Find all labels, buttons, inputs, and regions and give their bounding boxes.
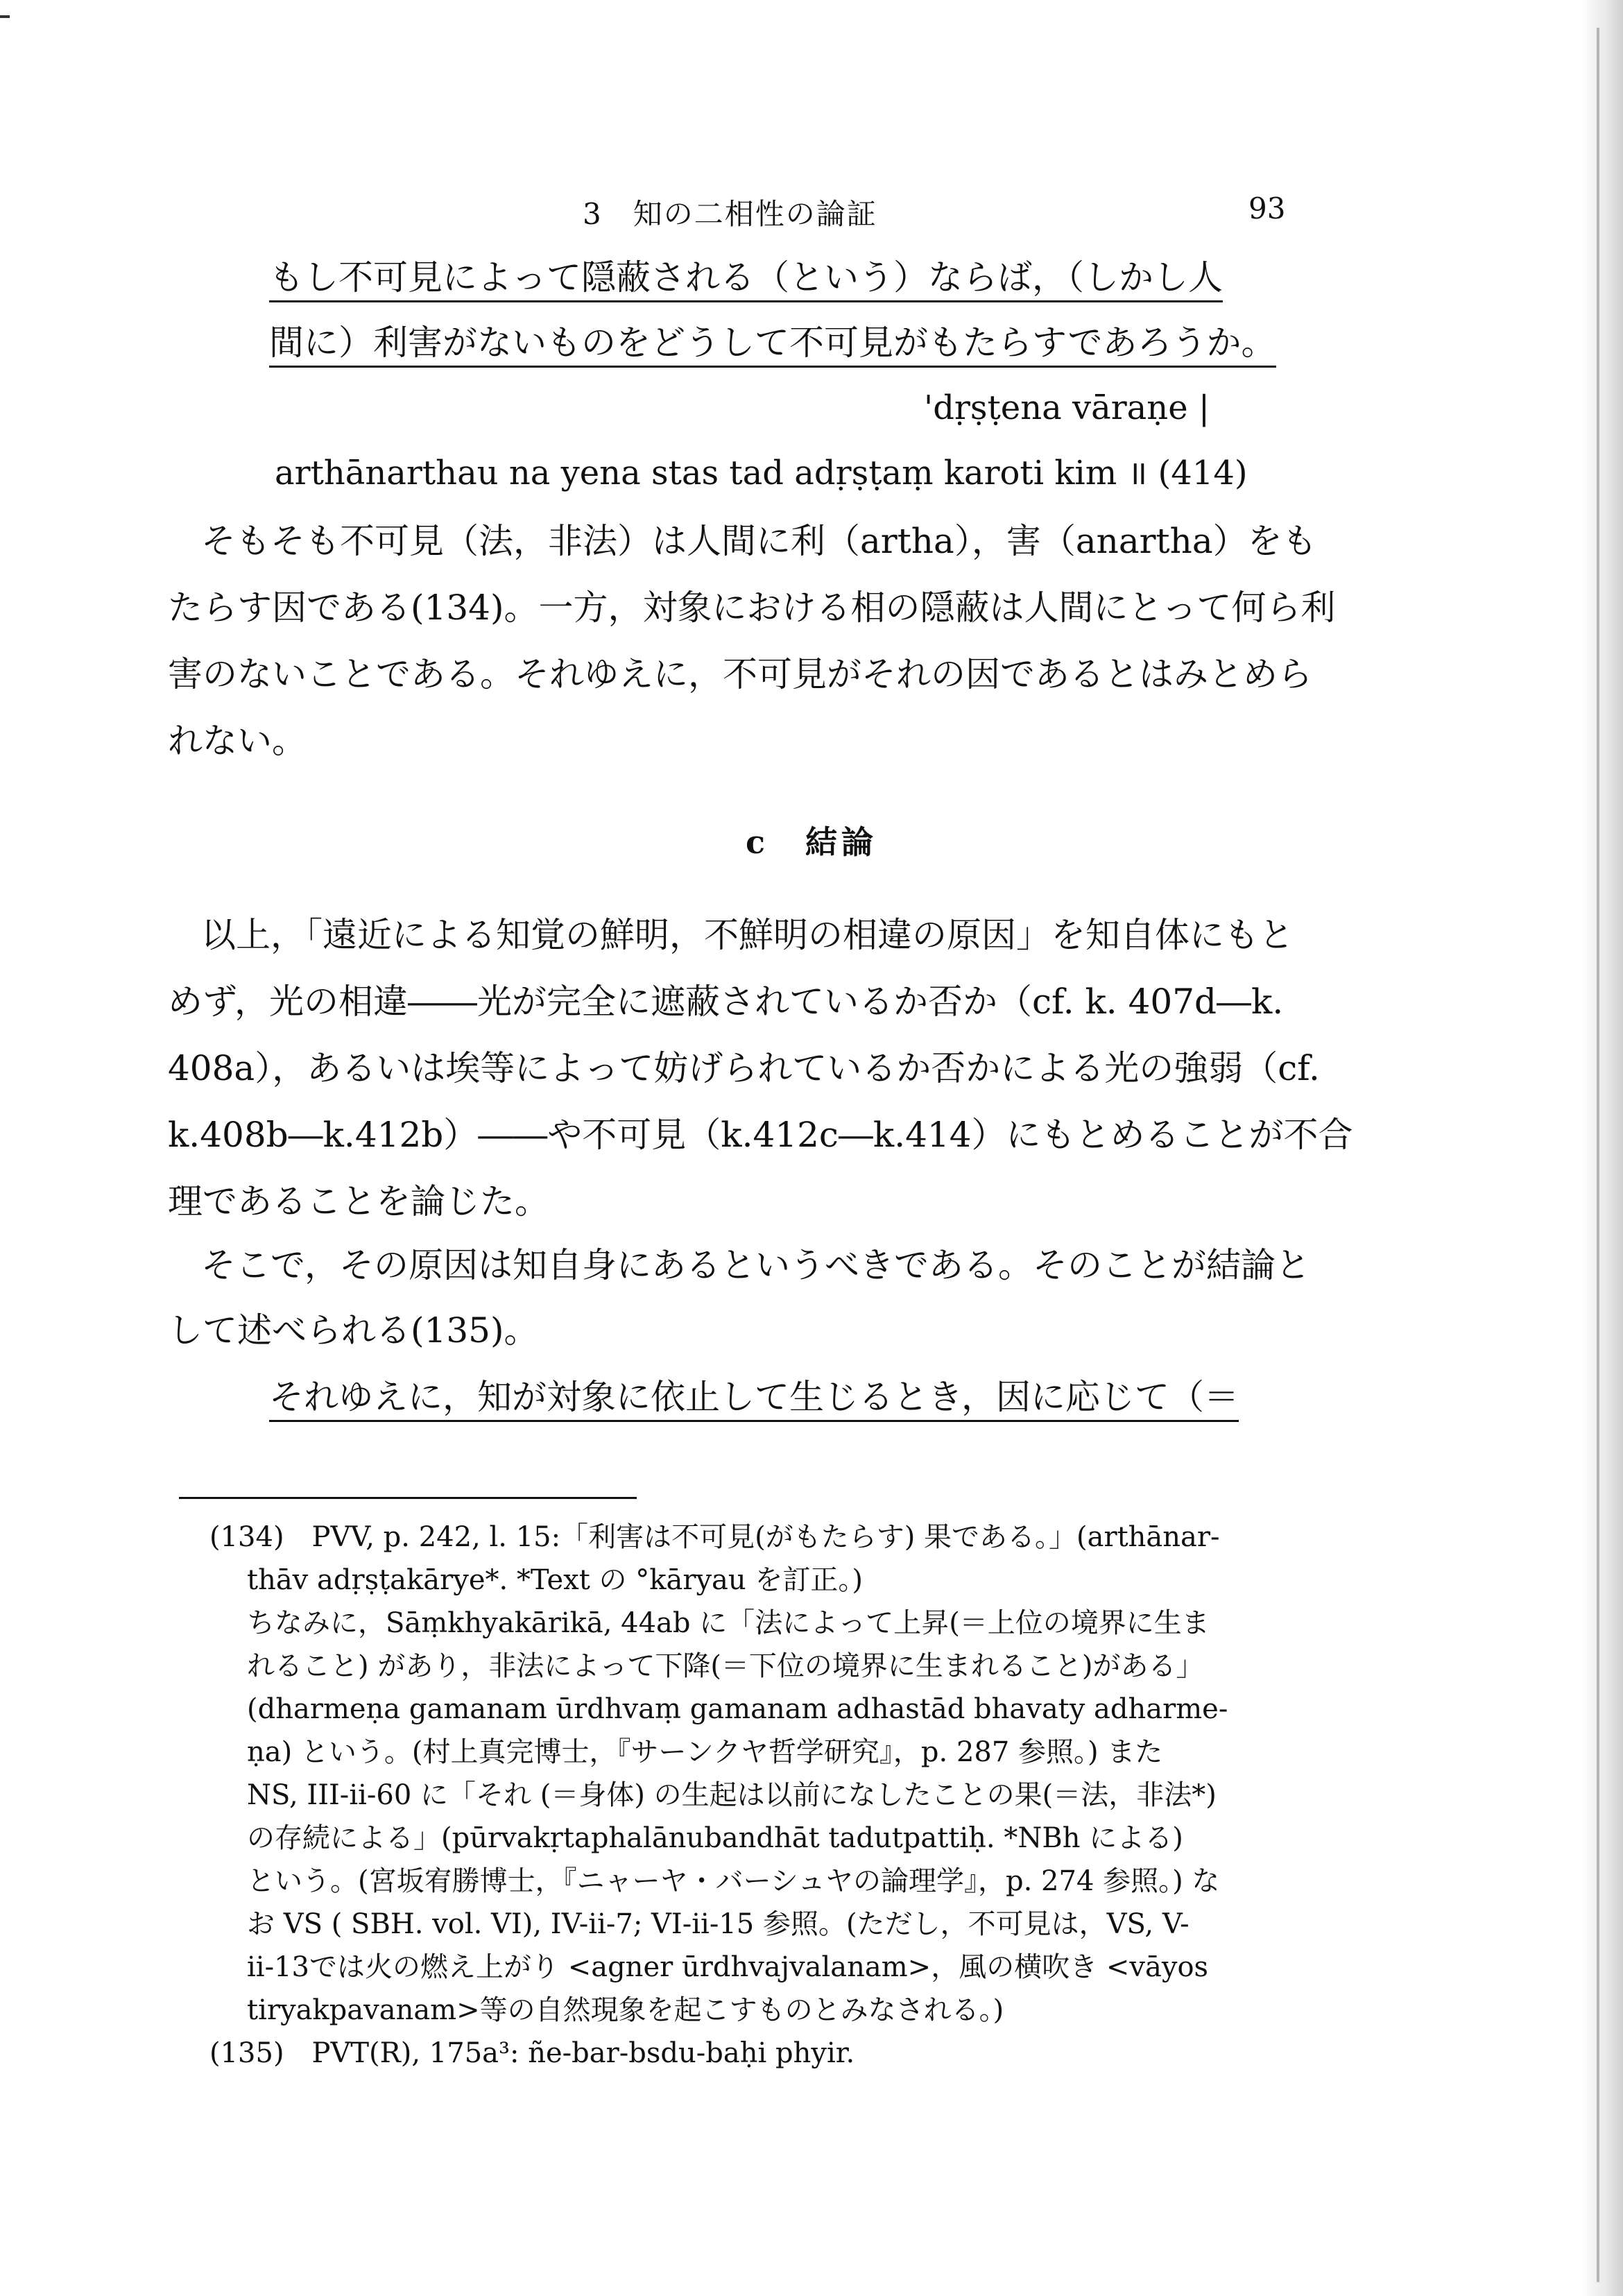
- para2-line-4: k.408b―k.412b）――や不可見（k.412c―k.414）にもとめることが不合: [168, 1115, 1353, 1155]
- running-title: 3 知の二相性の論証: [583, 197, 877, 231]
- para3-line-1: そこで，その原因は知自身にあるというべきである。そのことが結論と: [201, 1245, 1310, 1285]
- footnote-134-line-3: ちなみに，Sāṃkhyakārikā, 44ab に「法によって上昇(＝上位の境界に生ま: [247, 1607, 1210, 1639]
- para1-line-2: たらす因である(134)。一方，対象における相の隠蔽は人間にとって何ら利: [168, 588, 1336, 628]
- footnote-rule: [179, 1497, 637, 1499]
- footnote-134-line-12: tiryakpavanam>等の自然現象を起こすものとみなされる。): [247, 1994, 1004, 2026]
- footnote-134-line-6: ṇa) という。(村上真完博士，『サーンクヤ哲学研究』，p. 287 参照。) また: [247, 1736, 1163, 1768]
- footnote-135: (135) PVT(R), 175a³: ñe-bar-bsdu-baḥi phyir.: [209, 2037, 855, 2069]
- verse-ja-line-1: もし不可見によって隠蔽される（という）ならば，（しかし人: [269, 257, 1223, 298]
- footnote-134-line-8: の存続による」(pūrvakṛtaphalānubandhāt tadutpattiḥ. *NBh による): [247, 1822, 1183, 1854]
- verse-skt-line-2: arthānarthau na yena stas tad adṛṣṭaṃ karoti kim ॥ (414): [275, 454, 1248, 492]
- verse-ja-line-2: 間に）利害がないものをどうして不可見がもたらすであろうか。: [269, 322, 1276, 363]
- para1-line-3: 害のないことである。それゆえに，不可見がそれの因であるとはみとめら: [168, 654, 1312, 694]
- footnote-134-line-9: という。(宮坂宥勝博士，『ニャーヤ・バーシュヤの論理学』，p. 274 参照。) な: [247, 1865, 1220, 1897]
- verse-skt-line-1: 'dṛṣṭena vāraṇe |: [924, 388, 1210, 427]
- section-heading: c 結論: [745, 823, 877, 861]
- footnote-134-line-1: (134) PVV, p. 242, l. 15:「利害は不可見(がもたらす) 果である。」(arthānar-: [209, 1521, 1220, 1553]
- page-header: [0, 191, 1623, 240]
- scan-binding-line: [1597, 28, 1599, 2282]
- footnote-134-line-4: れること) があり，非法によって下降(＝下位の境界に生まれること)がある」: [247, 1650, 1204, 1682]
- footnote-134-line-2: thāv adṛṣṭakārye*. *Text の °kāryau を訂正。): [247, 1564, 863, 1596]
- footnote-134-line-10: お VS ( SBH. vol. VI), IV-ii-7; VI-ii-15 参照。(ただし，不可見は，VS, V-: [247, 1908, 1190, 1940]
- para2-line-1: 以上，「遠近による知覚の鮮明，不鮮明の相違の原因」を知自体にもと: [201, 915, 1294, 955]
- page-number: 93: [1248, 191, 1286, 225]
- verse2-ja-line: それゆえに，知が対象に依止して生じるとき，因に応じて（＝: [269, 1376, 1239, 1418]
- scan-binding-edge: [1581, 0, 1623, 2296]
- para2-line-3: 408a），あるいは埃等によって妨げられているか否かによる光の強弱（cf.: [168, 1048, 1320, 1088]
- para2-line-2: めず，光の相違――光が完全に遮蔽されているか否か（cf. k. 407d―k.: [168, 982, 1284, 1022]
- footnote-134-line-11: ii-13では火の燃え上がり <agner ūrdhvajvalanam>，風の横吹き <vāyos: [247, 1951, 1209, 1983]
- para2-line-5: 理であることを論じた。: [168, 1181, 549, 1222]
- scan-corner-mark: [0, 15, 10, 18]
- footnote-134-line-7: NS, III-ii-60 に「それ (＝身体) の生起は以前になしたことの果(＝法，非法*): [247, 1779, 1217, 1811]
- para1-line-4: れない。: [168, 721, 307, 761]
- para3-line-2: して述べられる(135)。: [168, 1310, 539, 1351]
- footnote-134-line-5: (dharmeṇa gamanam ūrdhvaṃ gamanam adhastād bhavaty adharme-: [247, 1693, 1228, 1725]
- para1-line-1: そもそも不可見（法，非法）は人間に利（artha），害（anartha）をも: [201, 521, 1317, 561]
